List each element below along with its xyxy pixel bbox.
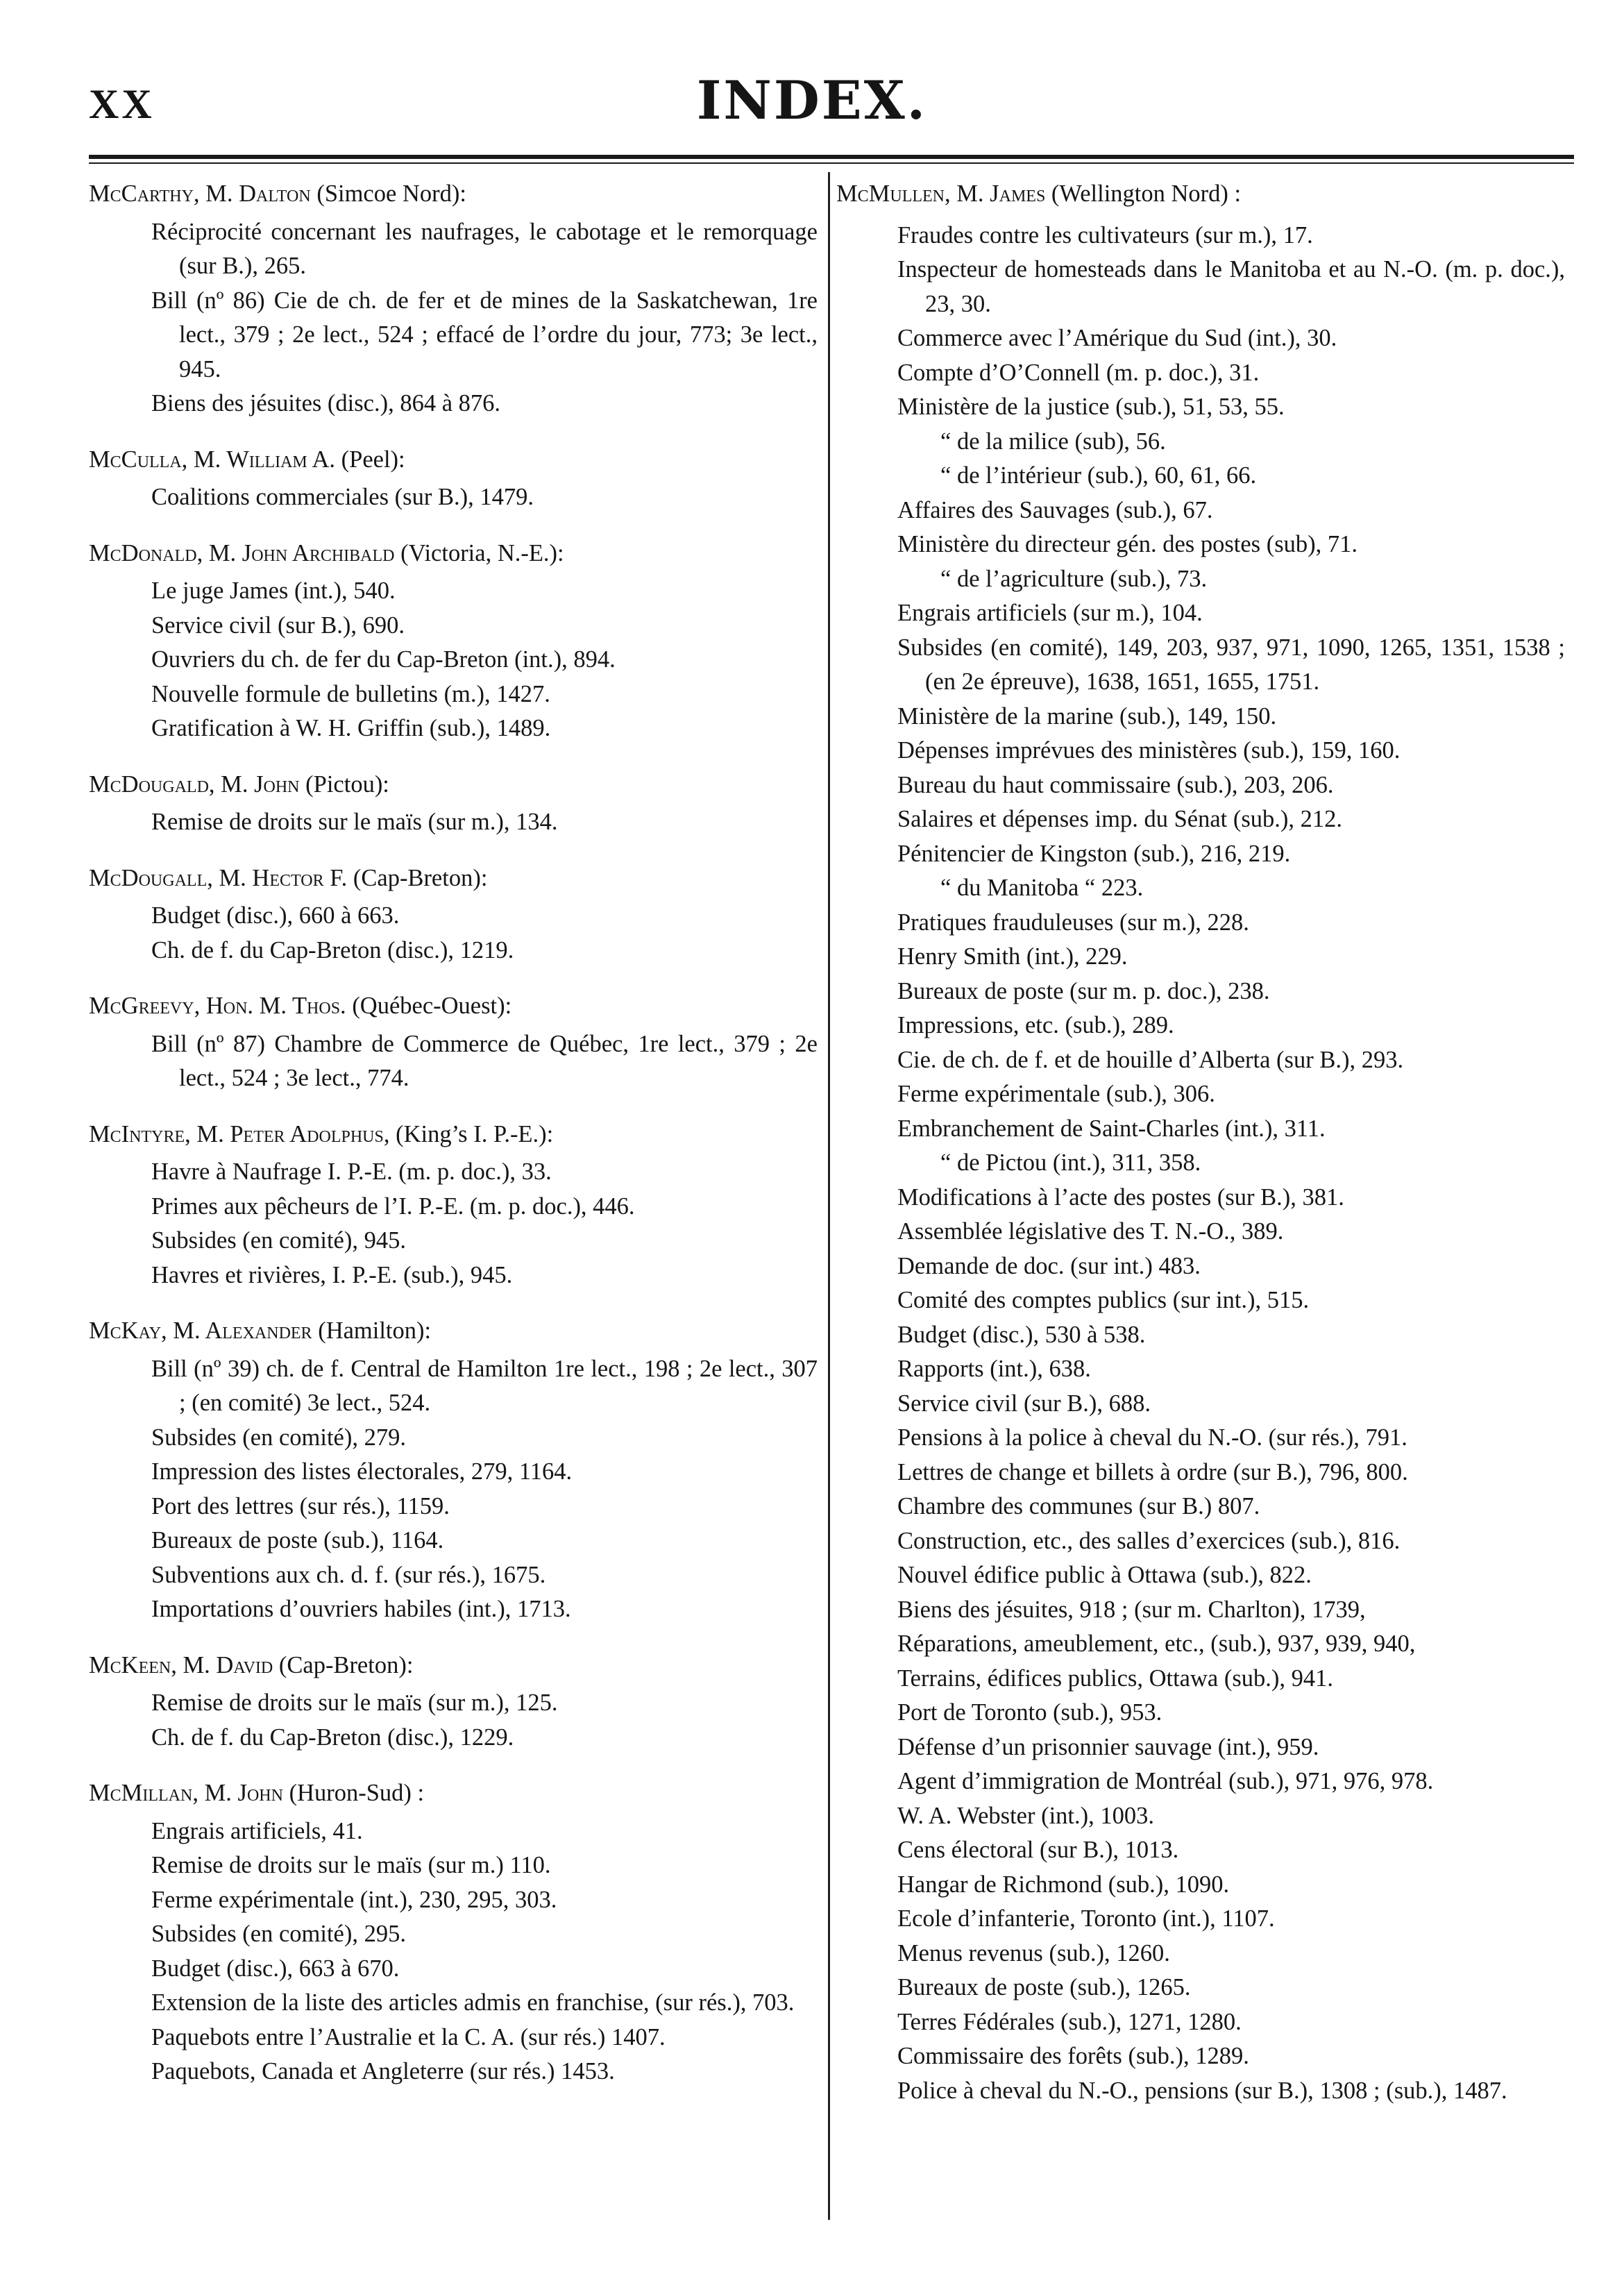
entry-heading — [89, 1776, 818, 1811]
member-name: McCarthy, M. Dalton — [89, 180, 311, 207]
entry-heading — [89, 768, 818, 802]
reference-item: Chambre des communes (sur B.) 807. — [897, 1493, 1260, 1519]
entry-heading — [89, 861, 818, 896]
constituency: (Huron-Sud) : — [282, 1780, 425, 1806]
reference-item: Bill (nº 86) Cie de ch. de fer et de mines de la Saskatchewan, 1re lect., 379 ; 2e lect., 524 ; effacé de l’ordre du jour, 773; 3e lect., 945. — [151, 287, 818, 382]
reference-list — [89, 1027, 818, 1096]
reference-list — [89, 480, 818, 515]
reference-item: Bureaux de poste (sub.), 1265. — [897, 1974, 1191, 2000]
reference-item: Impressions, etc. (sub.), 289. — [897, 1012, 1174, 1038]
reference-item: Importations d’ouvriers habiles (int.), 1713. — [151, 1596, 571, 1622]
reference-item: Agent d’immigration de Montréal (sub.), 971, 976, 978. — [897, 1768, 1434, 1794]
reference-item: Subsides (en comité), 945. — [151, 1227, 406, 1254]
reference-item: Assemblée législative des T. N.-O., 389. — [897, 1218, 1284, 1245]
constituency: (Victoria, N.-E.): — [394, 539, 564, 566]
reference-item: Ch. de f. du Cap-Breton (disc.), 1219. — [151, 936, 514, 963]
header-rule-thin — [89, 162, 1574, 164]
entry-heading — [89, 443, 818, 478]
reference-item: Nouvel édifice public à Ottawa (sub.), 822. — [897, 1562, 1312, 1588]
reference-item: Construction, etc., des salles d’exercices (sub.), 816. — [897, 1527, 1401, 1554]
reference-item: Ministère de la justice (sub.), 51, 53, 55. — [897, 394, 1285, 420]
reference-list — [89, 1352, 818, 1627]
index-entry — [89, 1649, 818, 1755]
constituency: (Cap-Breton): — [347, 864, 488, 891]
reference-item: Impression des listes électorales, 279, 1164. — [151, 1458, 573, 1485]
reference-list — [89, 215, 818, 421]
reference-item: Affaires des Sauvages (sub.), 67. — [897, 496, 1213, 523]
reference-item: Terrains, édifices publics, Ottawa (sub.), 941. — [897, 1665, 1333, 1692]
reference-item: Paquebots entre l’Australie et la C. A. (sur rés.) 1407. — [151, 2023, 666, 2050]
reference-item: Ecole d’infanterie, Toronto (int.), 1107. — [897, 1905, 1275, 1932]
constituency: (Wellington Nord) : — [1045, 180, 1242, 207]
constituency: (Pictou): — [299, 770, 389, 798]
reference-item: Budget (disc.), 530 à 538. — [897, 1321, 1146, 1348]
entry-heading — [89, 1649, 818, 1683]
member-name: McDougald, M. John — [89, 770, 300, 798]
left-column — [89, 177, 818, 2111]
reference-item: Inspecteur de homesteads dans le Manitoba et au N.-O. (m. p. doc.), 23, 30. — [897, 256, 1565, 317]
reference-item: “ du Manitoba “ 223. — [940, 875, 1144, 901]
index-entry — [89, 537, 818, 746]
reference-list — [836, 219, 1565, 2109]
reference-item: Dépenses imprévues des ministères (sub.), 159, 160. — [897, 737, 1401, 764]
member-name: McDonald, M. John Archibald — [89, 539, 395, 566]
reference-item: Pensions à la police à cheval du N.-O. (sur rés.), 791. — [897, 1424, 1407, 1451]
reference-item: Subsides (en comité), 295. — [151, 1921, 406, 1947]
reference-item: Ch. de f. du Cap-Breton (disc.), 1229. — [151, 1724, 514, 1751]
reference-list — [89, 574, 818, 746]
index-entry — [89, 177, 818, 421]
member-name: McGreevy, Hon. M. Thos. — [89, 993, 346, 1019]
index-entry — [89, 1776, 818, 2089]
constituency: (Québec-Ouest): — [346, 993, 512, 1019]
reference-item: Modifications à l’acte des postes (sur B.), 381. — [897, 1183, 1344, 1211]
entry-heading — [89, 1118, 818, 1152]
reference-item: Cie. de ch. de f. et de houille d’Alberta (sur B.), 293. — [897, 1046, 1404, 1073]
reference-item: Commissaire des forêts (sub.), 1289. — [897, 2043, 1249, 2069]
reference-item: Budget (disc.), 663 à 670. — [151, 1955, 400, 1982]
reference-item: Réciprocité concernant les naufrages, le cabotage et le remorquage (sur B.), 265. — [151, 218, 818, 279]
member-name: McKay, M. Alexander — [89, 1317, 312, 1344]
index-entry — [836, 177, 1565, 2108]
member-name: McMullen, M. James — [836, 180, 1046, 207]
constituency: (Hamilton): — [312, 1317, 432, 1344]
reference-item: Remise de droits sur le maïs (sur m.), 125. — [151, 1690, 558, 1716]
index-entry — [89, 989, 818, 1096]
page-number: XX — [89, 81, 155, 127]
reference-list — [89, 805, 818, 840]
reference-item: Salaires et dépenses imp. du Sénat (sub.), 212. — [897, 806, 1342, 832]
reference-item: Service civil (sur B.), 688. — [897, 1390, 1151, 1417]
entry-heading — [89, 989, 818, 1024]
reference-item: Ouvriers du ch. de fer du Cap-Breton (int.), 894. — [151, 646, 616, 673]
constituency: (Cap-Breton): — [273, 1651, 414, 1678]
reference-list — [89, 899, 818, 968]
reference-list — [89, 1814, 818, 2089]
reference-item: Primes aux pêcheurs de l’I. P.-E. (m. p. doc.), 446. — [151, 1193, 635, 1220]
entry-heading — [836, 177, 1565, 212]
reference-item: Bureaux de poste (sur m. p. doc.), 238. — [897, 977, 1270, 1004]
reference-item: Port de Toronto (sub.), 953. — [897, 1699, 1162, 1726]
constituency: (Peel): — [335, 446, 405, 473]
reference-item: Bureaux de poste (sub.), 1164. — [151, 1527, 444, 1553]
reference-item: Nouvelle formule de bulletins (m.), 1427. — [151, 680, 550, 707]
reference-list — [89, 1686, 818, 1755]
reference-item: Subsides (en comité), 149, 203, 937, 971, 1090, 1265, 1351, 1538 ; (en 2e épreuve), 1638, 1651, 1655, 1751. — [897, 634, 1565, 695]
reference-item: “ de l’agriculture (sub.), 73. — [940, 565, 1208, 592]
reference-item: Ferme expérimentale (int.), 230, 295, 303. — [151, 1886, 557, 1913]
reference-item: Port des lettres (sur rés.), 1159. — [151, 1492, 450, 1519]
reference-item: Hangar de Richmond (sub.), 1090. — [897, 1871, 1230, 1898]
reference-item: “ de Pictou (int.), 311, 358. — [940, 1149, 1201, 1176]
reference-item: Engrais artificiels, 41. — [151, 1817, 363, 1844]
reference-item: Budget (disc.), 660 à 663. — [151, 902, 400, 929]
reference-item: Bill (nº 87) Chambre de Commerce de Québec, 1re lect., 379 ; 2e lect., 524 ; 3e lect., 774. — [151, 1030, 818, 1091]
reference-item: Remise de droits sur le maïs (sur m.) 110. — [151, 1852, 551, 1878]
reference-item: Commerce avec l’Amérique du Sud (int.), 30. — [897, 325, 1337, 351]
reference-item: Ferme expérimentale (sub.), 306. — [897, 1081, 1215, 1107]
member-name: McCulla, M. William A. — [89, 446, 336, 473]
index-entry — [89, 861, 818, 968]
reference-item: Comité des comptes publics (sur int.), 515. — [897, 1287, 1310, 1313]
reference-item: Extension de la liste des articles admis en franchise, (sur rés.), 703. — [151, 1989, 795, 2016]
reference-item: Remise de droits sur le maïs (sur m.), 134. — [151, 809, 558, 835]
reference-item: Terres Fédérales (sub.), 1271, 1280. — [897, 2008, 1242, 2035]
reference-item: Embranchement de Saint-Charles (int.), 311. — [897, 1115, 1326, 1142]
reference-item: Ministère du directeur gén. des postes (sub), 71. — [897, 531, 1358, 557]
reference-item: Subsides (en comité), 279. — [151, 1424, 406, 1451]
entry-heading — [89, 1314, 818, 1349]
reference-item: Lettres de change et billets à ordre (sur B.), 796, 800. — [897, 1458, 1408, 1485]
reference-item: Paquebots, Canada et Angleterre (sur rés.) 1453. — [151, 2058, 615, 2084]
reference-item: Biens des jésuites, 918 ; (sur m. Charlton), 1739, — [897, 1596, 1366, 1623]
reference-item: Engrais artificiels (sur m.), 104. — [897, 600, 1203, 626]
running-title: INDEX. — [696, 69, 928, 131]
index-entry — [89, 1314, 818, 1627]
reference-item: “ de l’intérieur (sub.), 60, 61, 66. — [940, 462, 1257, 489]
column-divider — [828, 172, 830, 2220]
reference-item: Coalitions commerciales (sur B.), 1479. — [151, 484, 534, 510]
reference-item: Havre à Naufrage I. P.-E. (m. p. doc.), 33. — [151, 1159, 552, 1185]
entry-heading — [89, 537, 818, 571]
constituency: (King’s I. P.-E.): — [389, 1120, 554, 1147]
reference-item: Subventions aux ch. d. f. (sur rés.), 1675. — [151, 1561, 546, 1588]
reference-item: Pratiques frauduleuses (sur m.), 228. — [897, 909, 1249, 936]
right-column — [836, 177, 1565, 2130]
reference-item: Gratification à W. H. Griffin (sub.), 1489. — [151, 715, 551, 741]
constituency: (Simcoe Nord): — [310, 180, 466, 207]
reference-item: Fraudes contre les cultivateurs (sur m.), 17. — [897, 221, 1313, 248]
reference-item: Service civil (sur B.), 690. — [151, 612, 405, 639]
reference-item: Rapports (int.), 638. — [897, 1356, 1091, 1382]
reference-item: Pénitencier de Kingston (sub.), 216, 219. — [897, 840, 1291, 867]
reference-item: Réparations, ameublement, etc., (sub.), 937, 939, 940, — [897, 1631, 1416, 1657]
member-name: McIntyre, M. Peter Adolphus, — [89, 1120, 390, 1147]
reference-item: Compte d’O’Connell (m. p. doc.), 31. — [897, 359, 1260, 386]
index-entry — [89, 1118, 818, 1293]
reference-item: Le juge James (int.), 540. — [151, 578, 396, 604]
reference-item: “ de la milice (sub), 56. — [940, 428, 1166, 455]
reference-item: Bureau du haut commissaire (sub.), 203, 206. — [897, 771, 1334, 798]
entry-heading — [89, 177, 818, 212]
reference-item: Henry Smith (int.), 229. — [897, 943, 1128, 970]
reference-item: Défense d’un prisonnier sauvage (int.), 959. — [897, 1733, 1319, 1760]
member-name: McDougall, M. Hector F. — [89, 864, 348, 891]
reference-item: W. A. Webster (int.), 1003. — [897, 1802, 1154, 1829]
reference-list — [89, 1155, 818, 1292]
index-entry — [89, 443, 818, 515]
header-rule — [89, 155, 1574, 159]
reference-item: Menus revenus (sub.), 1260. — [897, 1939, 1170, 1966]
index-entry — [89, 768, 818, 840]
reference-item: Cens électoral (sur B.), 1013. — [897, 1837, 1179, 1863]
reference-item: Bill (nº 39) ch. de f. Central de Hamilton 1re lect., 198 ; 2e lect., 307 ; (en comité) 3e lect., 524. — [151, 1355, 818, 1416]
reference-item: Biens des jésuites (disc.), 864 à 876. — [151, 390, 501, 416]
reference-item: Demande de doc. (sur int.) 483. — [897, 1252, 1201, 1279]
reference-item: Havres et rivières, I. P.-E. (sub.), 945. — [151, 1261, 513, 1288]
member-name: McMillan, M. John — [89, 1780, 283, 1806]
reference-item: Police à cheval du N.-O., pensions (sur B.), 1308 ; (sub.), 1487. — [897, 2077, 1507, 2104]
reference-item: Ministère de la marine (sub.), 149, 150. — [897, 702, 1277, 730]
member-name: McKeen, M. David — [89, 1651, 273, 1678]
